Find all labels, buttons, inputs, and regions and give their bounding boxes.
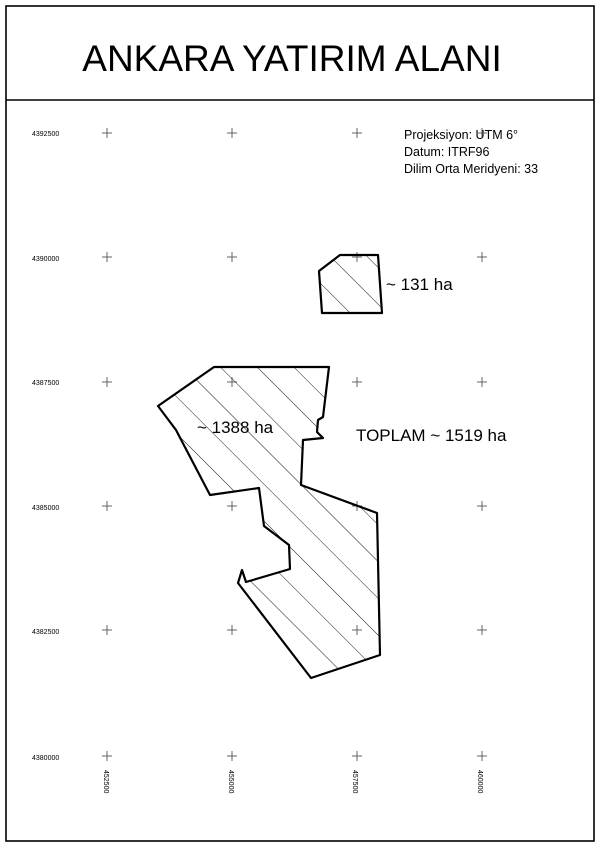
small-area-label: ~ 131 ha [386,275,453,294]
northing-label-4392500: 4392500 [32,131,60,138]
easting-label-452500: 452500 [102,770,109,794]
grid-cross-460000-4387500 [477,377,487,387]
grid-cross-455000-4390000 [227,252,237,262]
datum-info: Datum: ITRF96 [404,145,490,159]
grid-cross-460000-4382500 [477,625,487,635]
northing-label-4382500: 4382500 [32,629,60,636]
grid-cross-452500-4390000 [102,252,112,262]
grid-cross-452500-4387500 [102,377,112,387]
easting-label-460000: 460000 [476,770,483,794]
large-area-label: ~ 1388 ha [197,418,274,437]
grid-cross-452500-4385000 [102,501,112,511]
grid-cross-455000-4385000 [227,501,237,511]
grid-cross-452500-4392500 [102,128,112,138]
grid-cross-457500-4387500 [352,377,362,387]
easting-label-457500: 457500 [351,770,358,794]
grid-cross-455000-4380000 [227,751,237,761]
grid-cross-457500-4392500 [352,128,362,138]
grid-cross-460000-4385000 [477,501,487,511]
northing-label-4390000: 4390000 [32,256,60,263]
small-parcel [319,255,382,313]
grid-cross-452500-4380000 [102,751,112,761]
map-title: ANKARA YATIRIM ALANI [82,38,502,79]
grid-cross-457500-4380000 [352,751,362,761]
northing-label-4380000: 4380000 [32,755,60,762]
grid-cross-460000-4380000 [477,751,487,761]
grid-cross-455000-4392500 [227,128,237,138]
easting-label-455000: 455000 [227,770,234,794]
total-area-label: TOPLAM ~ 1519 ha [356,426,507,445]
grid-cross-452500-4382500 [102,625,112,635]
grid-cross-460000-4390000 [477,252,487,262]
projection-info: Projeksiyon: UTM 6° [404,128,519,142]
northing-label-4385000: 4385000 [32,505,60,512]
grid-cross-455000-4382500 [227,625,237,635]
meridian-info: Dilim Orta Meridyeni: 33 [404,162,539,176]
large-parcel [158,367,380,678]
northing-label-4387500: 4387500 [32,380,60,387]
